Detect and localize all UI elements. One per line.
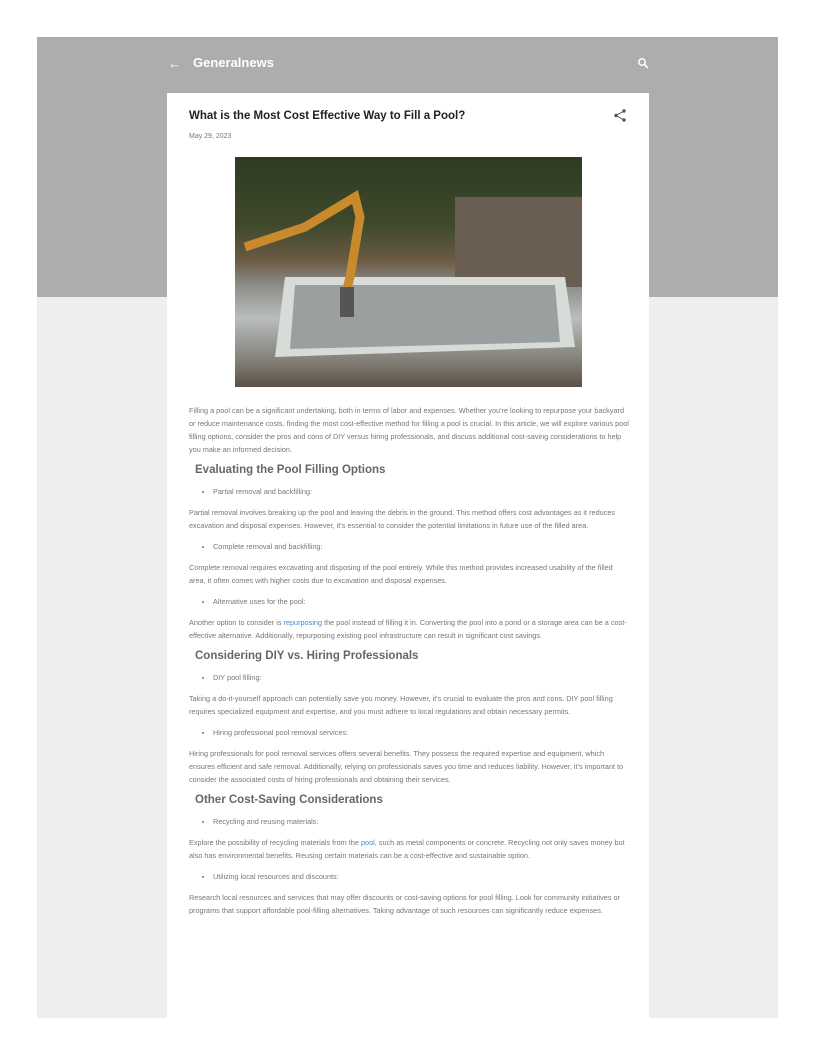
section-paragraph [189,747,629,786]
paragraph-text: the pool instead of filling it in. Converting the pool into a pond or a storage area can be a cost-effective alternative. Additionally, repurposing existing pool infrastructure can result in significant cost savings. [189,618,627,640]
share-icon[interactable] [614,109,626,122]
paragraph-text: Hiring professionals for pool removal services offers several benefits. They possess the required expertise and equipment, which ensures efficient and safe removal. Additionally, relying on professionals saves you time and reduces liability. However, it's important to consider the associated costs of hiring professionals and obtaining their services. [189,749,624,784]
post-title: What is the Most Cost Effective Way to Fill a Pool? [189,110,466,122]
paragraph-text: Taking a do-it-yourself approach can potentially save you money. However, it's crucial to evaluate the pros and cons. DIY pool filling requires specialized equipment and expertise, and you must adhere to local regulations and obtain necessary permits. [189,694,613,716]
post-date: May 29, 2023 [189,133,232,140]
section-paragraph [189,616,629,642]
post-body [189,404,629,925]
page-frame [37,37,778,1018]
section-paragraph [189,692,629,718]
bullet-list [213,595,629,608]
inline-link[interactable]: pool [360,838,375,847]
arrow-left-icon[interactable]: ← [168,56,181,71]
bullet-item: • Hiring professional pool removal services: [213,726,629,739]
paragraph-text: Research local resources and services that may offer discounts or cost-saving options for pool filling. Look for community initiatives or programs that support affordable pool-filling alternatives. Taking advantage of such resources can significantly reduce expenses. [189,893,620,915]
bullet-list [213,671,629,684]
bullet-item: • Partial removal and backfilling: [213,485,629,498]
search-icon[interactable] [637,57,649,69]
intro-paragraph: Filling a pool can be a significant undertaking, both in terms of labor and expenses. Whether you're looking to repurpose your backyard or reduce maintenance costs, finding the most cost-effective method for filling a pool is crucial. In this article, we will explore various pool filling options, consider the pros and cons of DIY versus hiring professionals, and discuss additional cost-saving considerations to help you make an informed decision. [189,406,629,454]
section-heading: Evaluating the Pool Filling Options [195,464,386,476]
bullet-list [213,815,629,828]
paragraph-text: Complete removal requires excavating and disposing of the pool entirely. While this method provides increased usability of the filled area, it often comes with higher costs due to excavation and disposal expenses. [189,563,613,585]
section-heading: Considering DIY vs. Hiring Professionals [195,650,419,662]
pool-excavator-photo [235,157,582,387]
section-paragraph [189,561,629,587]
bullet-list [213,870,629,883]
bullet-item: • Recycling and reusing materials: [213,815,629,828]
bullet-item: • Alternative uses for the pool: [213,595,629,608]
paragraph-text: Explore the possibility of recycling materials from the [189,838,361,847]
bullet-list [213,540,629,553]
bullet-list [213,485,629,498]
paragraph-text: , such as metal components or concrete. Recycling not only saves money but also has environmental benefits. Reusing certain materials can be a cost-effective and sustainable option. [189,838,625,860]
bullet-item: • Complete removal and backfilling: [213,540,629,553]
section-paragraph [189,891,629,917]
section-paragraph [189,836,629,862]
bullet-item: • Utilizing local resources and discounts: [213,870,629,883]
paragraph-text: Another option to consider is [189,618,284,627]
bullet-item: • DIY pool filling: [213,671,629,684]
bullet-list [213,726,629,739]
site-brand[interactable]: Generalnews [193,55,274,70]
paragraph-text: Partial removal involves breaking up the pool and leaving the debris in the ground. This method offers cost advantages as it reduces excavation and disposal expenses. However, it's essential to consider the potential limitations in future use of the filled area. [189,508,616,530]
section-heading: Other Cost-Saving Considerations [195,794,383,806]
section-paragraph [189,506,629,532]
post-card [167,93,649,1018]
inline-link[interactable]: repurposing [283,618,323,627]
